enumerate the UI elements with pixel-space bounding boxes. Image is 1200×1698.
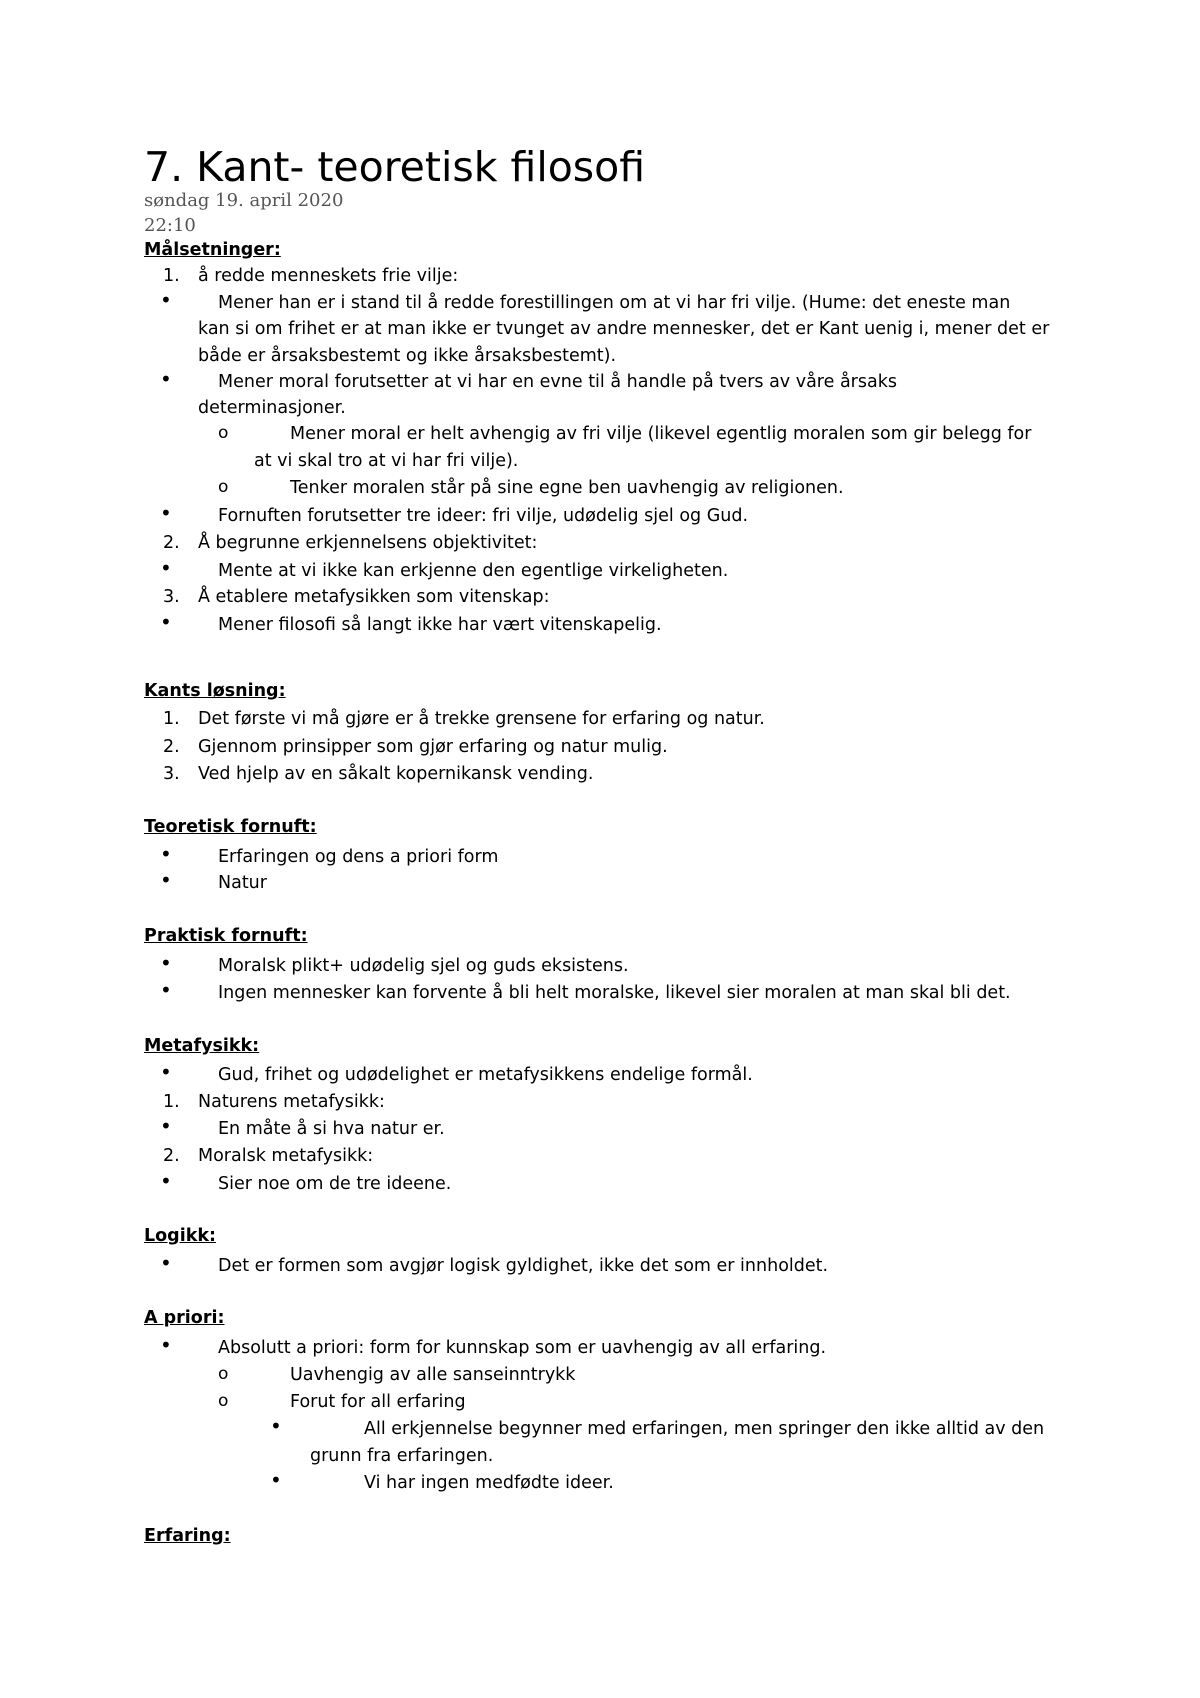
bullet-item: Erfaringen og dens a priori form: [218, 847, 499, 867]
list-number: 2.: [163, 1146, 180, 1166]
heading-malsetninger: Målsetninger:: [144, 240, 281, 260]
sub-sub-bullet-item: All erkjennelse begynner med erfaringen, men springer den ikke alltid av den: [364, 1419, 1045, 1439]
bullet-item-cont: determinasjoner.: [198, 398, 346, 418]
list-number: 3.: [163, 764, 180, 784]
bullet-item: Gud, frihet og udødelighet er metafysikkens endelige formål.: [218, 1065, 753, 1085]
heading-teoretisk-fornuft: Teoretisk fornuft:: [144, 817, 317, 837]
bullet-item: Mener filosofi så langt ikke har vært vitenskapelig.: [218, 615, 662, 635]
bullet-icon: •: [160, 556, 172, 580]
list-item: Ved hjelp av en såkalt kopernikansk vending.: [198, 764, 594, 784]
bullet-item-cont: både er årsaksbestemt og ikke årsaksbestemt).: [198, 346, 617, 366]
bullet-item: Mener moral forutsetter at vi har en evne til å handle på tvers av våre årsaks: [218, 372, 897, 392]
bullet-item: Moralsk plikt+ udødelig sjel og guds eksistens.: [218, 956, 629, 976]
bullet-icon: •: [160, 610, 172, 634]
sub-sub-bullet-item-cont: grunn fra erfaringen.: [310, 1446, 494, 1466]
heading-erfaring: Erfaring:: [144, 1526, 231, 1546]
bullet-icon: •: [160, 978, 172, 1002]
list-number: 2.: [163, 737, 180, 757]
sub-sub-bullet-item: Vi har ingen medfødte ideer.: [364, 1473, 614, 1493]
page-date: søndag 19. april 2020: [144, 190, 344, 211]
bullet-item-cont: kan si om frihet er at man ikke er tvunget av andre mennesker, det er Kant uenig i, mener det er: [198, 319, 1050, 339]
bullet-item: Mener han er i stand til å redde forestillingen om at vi har fri vilje. (Hume: det eneste man: [218, 293, 1011, 313]
circle-bullet-icon: o: [218, 477, 229, 497]
heading-a-priori: A priori:: [144, 1308, 225, 1328]
bullet-item: Mente at vi ikke kan erkjenne den egentlige virkeligheten.: [218, 561, 729, 581]
bullet-icon: •: [160, 868, 172, 892]
list-number: 1.: [163, 266, 180, 286]
bullet-icon: •: [160, 1114, 172, 1138]
bullet-item: Fornuften forutsetter tre ideer: fri vilje, udødelig sjel og Gud.: [218, 506, 749, 526]
list-item: Naturens metafysikk:: [198, 1092, 385, 1112]
heading-praktisk-fornuft: Praktisk fornuft:: [144, 926, 308, 946]
page-time: 22:10: [144, 215, 196, 236]
sub-bullet-item-cont: at vi skal tro at vi har fri vilje).: [254, 451, 519, 471]
list-number: 1.: [163, 1092, 180, 1112]
bullet-icon: •: [160, 951, 172, 975]
list-item: Å begrunne erkjennelsens objektivitet:: [198, 533, 538, 553]
list-number: 1.: [163, 709, 180, 729]
bullet-icon: •: [160, 842, 172, 866]
sub-bullet-item: Forut for all erfaring: [290, 1392, 466, 1412]
list-item: Gjennom prinsipper som gjør erfaring og natur mulig.: [198, 737, 668, 757]
bullet-icon: •: [160, 1060, 172, 1084]
list-number: 3.: [163, 587, 180, 607]
bullet-icon: •: [160, 367, 172, 391]
bullet-item: En måte å si hva natur er.: [218, 1119, 445, 1139]
bullet-item: Absolutt a priori: form for kunnskap som er uavhengig av all erfaring.: [218, 1338, 827, 1358]
sub-bullet-item: Tenker moralen står på sine egne ben uavhengig av religionen.: [290, 478, 844, 498]
bullet-icon: •: [160, 288, 172, 312]
bullet-item: Natur: [218, 873, 267, 893]
list-number: 2.: [163, 533, 180, 553]
heading-metafysikk: Metafysikk:: [144, 1036, 260, 1056]
bullet-icon: •: [160, 1251, 172, 1275]
sub-bullet-item: Mener moral er helt avhengig av fri vilje (likevel egentlig moralen som gir belegg for: [290, 424, 1032, 444]
bullet-icon: •: [160, 1169, 172, 1193]
list-item: Å etablere metafysikken som vitenskap:: [198, 587, 550, 607]
bullet-item: Ingen mennesker kan forvente å bli helt moralske, likevel sier moralen at man skal bli det.: [218, 983, 1011, 1003]
circle-bullet-icon: o: [218, 1391, 229, 1411]
bullet-item: Sier noe om de tre ideene.: [218, 1174, 452, 1194]
circle-bullet-icon: o: [218, 423, 229, 443]
list-item: å redde menneskets frie vilje:: [198, 266, 459, 286]
bullet-icon: •: [270, 1468, 282, 1492]
page-title: 7. Kant- teoretisk filosofi: [144, 143, 646, 191]
bullet-icon: •: [160, 1333, 172, 1357]
list-item: Moralsk metafysikk:: [198, 1146, 374, 1166]
heading-kants-losning: Kants løsning:: [144, 681, 286, 701]
bullet-icon: •: [160, 501, 172, 525]
heading-logikk: Logikk:: [144, 1226, 216, 1246]
circle-bullet-icon: o: [218, 1364, 229, 1384]
bullet-icon: •: [270, 1414, 282, 1438]
sub-bullet-item: Uavhengig av alle sanseinntrykk: [290, 1365, 576, 1385]
bullet-item: Det er formen som avgjør logisk gyldighet, ikke det som er innholdet.: [218, 1256, 829, 1276]
list-item: Det første vi må gjøre er å trekke grensene for erfaring og natur.: [198, 709, 765, 729]
